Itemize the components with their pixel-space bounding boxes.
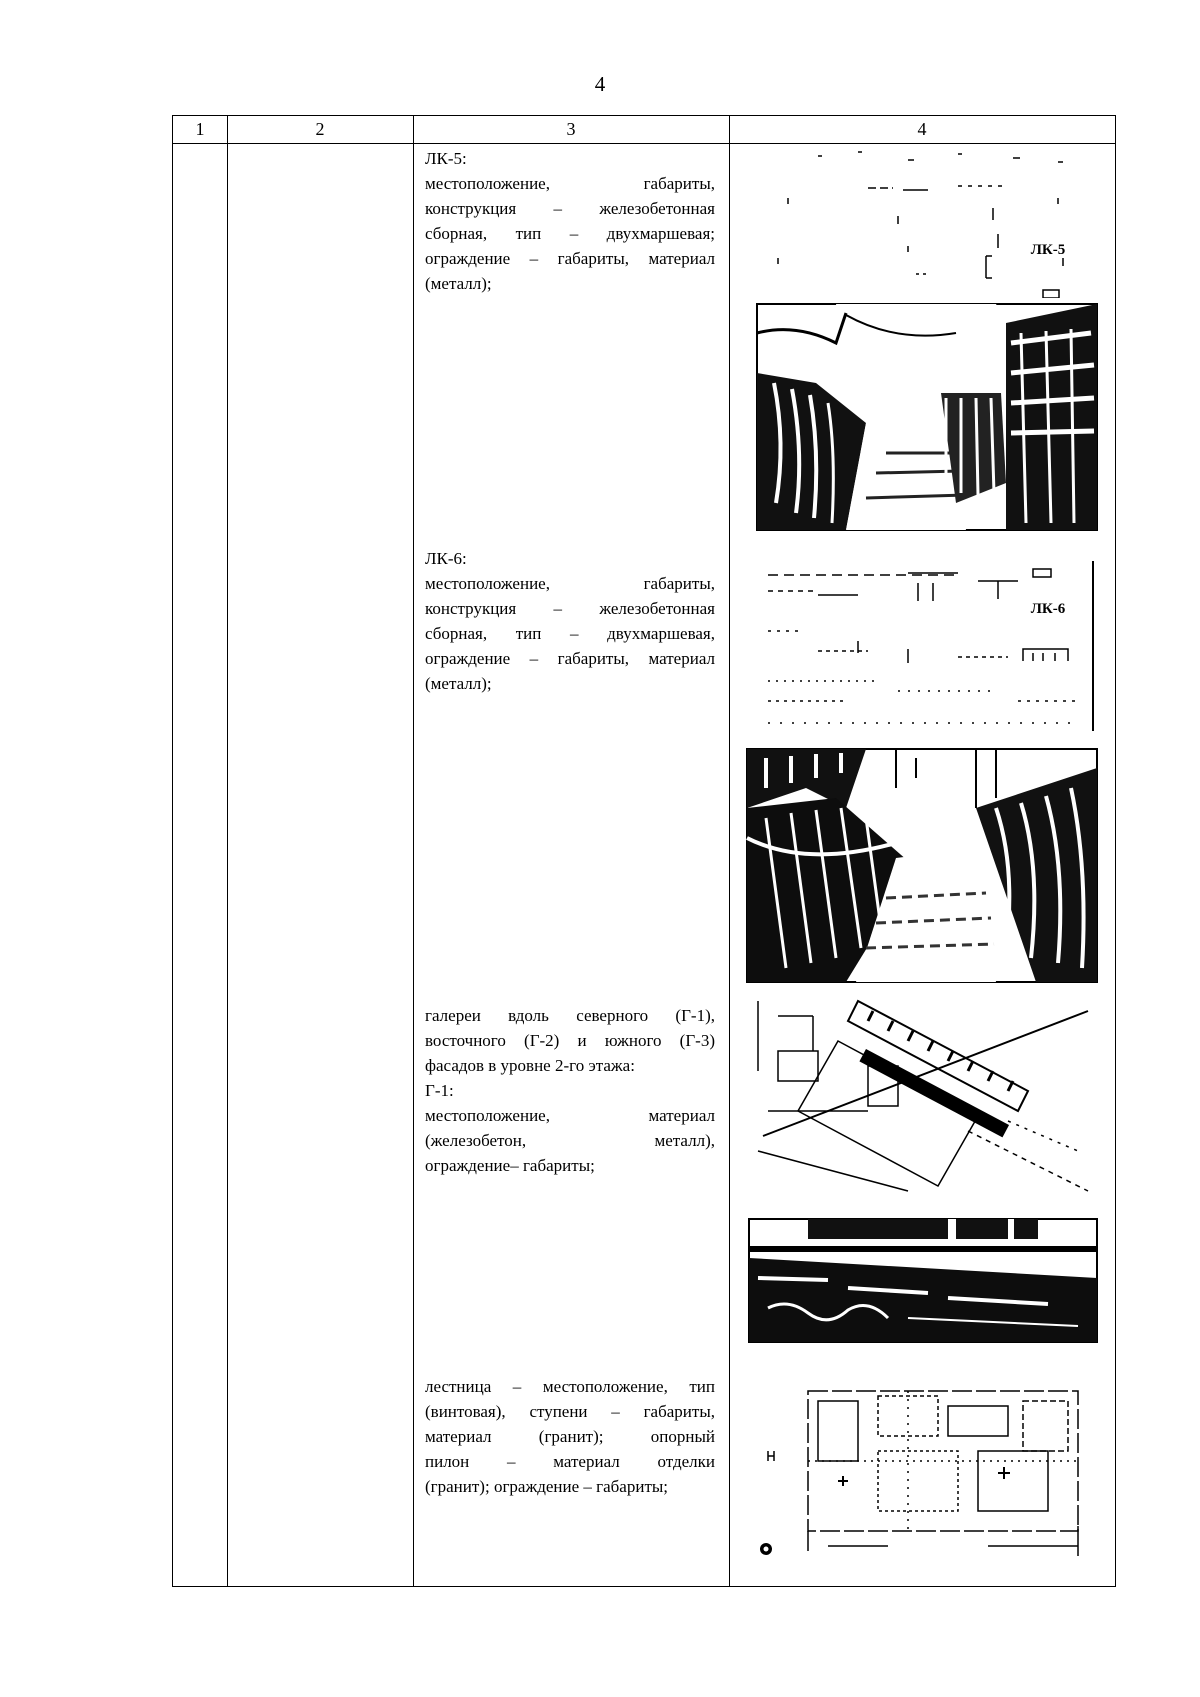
text-line: ограждение – габариты, материал — [425, 249, 715, 268]
text-line: (гранит); ограждение – габариты; — [425, 1477, 669, 1496]
text-line: местоположение, материал — [425, 1106, 715, 1125]
column-header-1: 1 — [195, 119, 205, 139]
text-line: сборная, тип – двухмаршевая; — [425, 224, 715, 243]
text-line: ограждение– габариты; — [425, 1156, 595, 1175]
text-line: материал (гранит); опорный — [425, 1427, 715, 1446]
entry-stair-text — [425, 1374, 715, 1499]
text-line: восточного (Г-2) и южного (Г-3) — [425, 1031, 715, 1050]
column-header-3: 3 — [566, 119, 576, 139]
gallery-photo — [748, 1218, 1098, 1343]
lk5-plan-label: ЛК-5 — [1030, 242, 1066, 258]
page-number: 4 — [594, 72, 606, 96]
text-line: ЛК-6: — [425, 549, 467, 568]
text-line: местоположение, габариты, — [425, 174, 715, 193]
lk5-plan-fragment — [758, 138, 1098, 298]
entry-gallery-text — [425, 1003, 715, 1178]
text-line: (металл); — [425, 274, 492, 293]
text-line: (металл); — [425, 674, 492, 693]
lk6-plan-fragment — [758, 561, 1098, 741]
lk6-photo — [746, 748, 1098, 983]
column-header-2: 2 — [315, 119, 325, 139]
text-line: (железобетон, металл), — [425, 1131, 715, 1150]
text-line: конструкция – железобетонная — [425, 599, 715, 618]
text-line: пилон – материал отделки — [425, 1452, 715, 1471]
column-divider — [413, 116, 414, 1586]
text-line: галереи вдоль северного (Г-1), — [425, 1006, 715, 1025]
text-line: сборная, тип – двухмаршевая, — [425, 624, 715, 643]
text-line: местоположение, габариты, — [425, 574, 715, 593]
text-line: конструкция – железобетонная — [425, 199, 715, 218]
gallery-plan — [748, 991, 1098, 1201]
stair-plan — [748, 1361, 1098, 1571]
text-line: ЛК-5: — [425, 149, 467, 168]
text-line: (винтовая), ступени – габариты, — [425, 1402, 715, 1421]
lk5-photo — [756, 303, 1098, 531]
document-table — [172, 115, 1116, 1587]
column-divider — [729, 116, 730, 1586]
text-line: лестница – местоположение, тип — [425, 1377, 715, 1396]
text-line: ограждение – габариты, материал — [425, 649, 715, 668]
entry-lk6-text — [425, 546, 715, 696]
text-line: фасадов в уровне 2-го этажа: — [425, 1056, 635, 1075]
entry-lk5-text — [425, 146, 715, 296]
lk6-plan-label: ЛК-6 — [1030, 601, 1066, 617]
text-line: Г-1: — [425, 1081, 454, 1100]
column-divider — [227, 116, 228, 1586]
column-header-4: 4 — [917, 119, 927, 139]
